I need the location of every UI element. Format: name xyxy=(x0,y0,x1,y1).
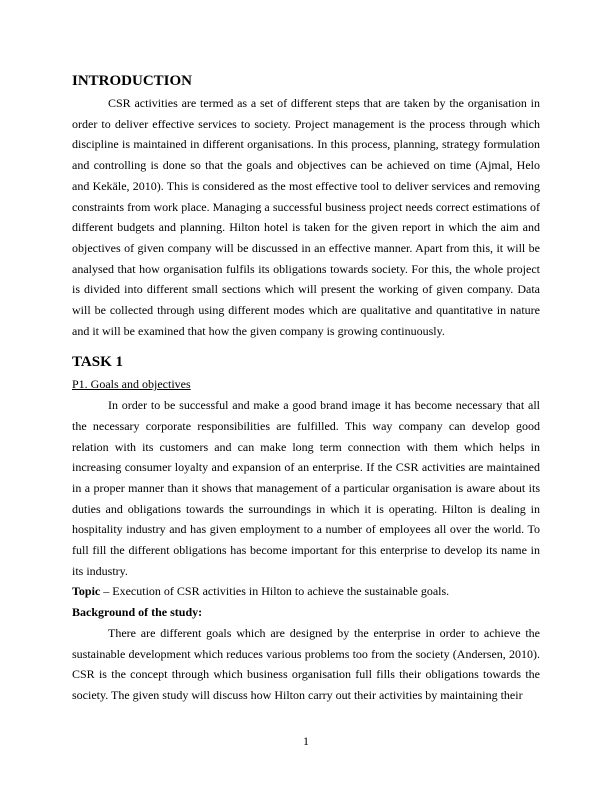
topic-label: Topic xyxy=(72,584,101,599)
introduction-heading: INTRODUCTION xyxy=(72,73,193,89)
goals-objectives-subheading-text: P1. Goals and objectives xyxy=(72,377,191,392)
topic-text: – Execution of CSR activities in Hilton to achieve the sustainable goals. xyxy=(100,584,450,599)
goals-objectives-subheading xyxy=(72,374,540,395)
background-paragraph: There are different goals which are designed by the enterprise in order to achieve the sustainable development which reduces various problems too from the society (Andersen, 2010). CSR is the concept through which business organisation full fills their obligations towards the society. The given study will discuss how Hilton carry out their activities by maintaining their xyxy=(72,625,540,702)
page-number: 1 xyxy=(303,734,309,748)
topic-line xyxy=(72,581,540,602)
introduction-paragraph: CSR activities are termed as a set of different steps that are taken by the organisation in order to deliver effective services to society. Project management is the process through which discipline is maintained in different organisations. In this process, planning, strategy formulation and controlling is done so that the goals and objectives can be achieved on time (Ajmal, Helo and Kekäle, 2010). This is considered as the most effective tool to deliver services and removing constraints from work place. Managing a successful business project needs correct estimations of different budgets and planning. Hilton hotel is taken for the given report in which the aim and objectives of given company will be discussed in an effective manner. Apart from this, it will be analysed that how organisation fulfils its obligations towards society. For this, the whole project is divided into different small sections which will present the working of given company. Data will be collected through using different modes which are qualitative and quantitative in nature and it will be examined that how the given company is growing continuously. xyxy=(72,96,540,338)
goals-objectives-paragraph: In order to be successful and make a good brand image it has become necessary that all the necessary corporate responsibilities are fulfilled. This way company can develop good relation with its customers and can make long term connection with them which helps in increasing consumer loyalty and expansion of an enterprise. If the CSR activities are maintained in a proper manner than it shows that management of a particular organisation is aware about its duties and obligations towards the surroundings in which it is operating. Hilton is dealing in hospitality industry and has given employment to a number of employees all over the world. To full fill the different obligations has become important for this enterprise to develop its name in its industry. xyxy=(72,398,540,578)
page-content xyxy=(72,72,540,706)
task1-heading: TASK 1 xyxy=(72,354,123,371)
background-heading: Background of the study: xyxy=(72,605,203,620)
